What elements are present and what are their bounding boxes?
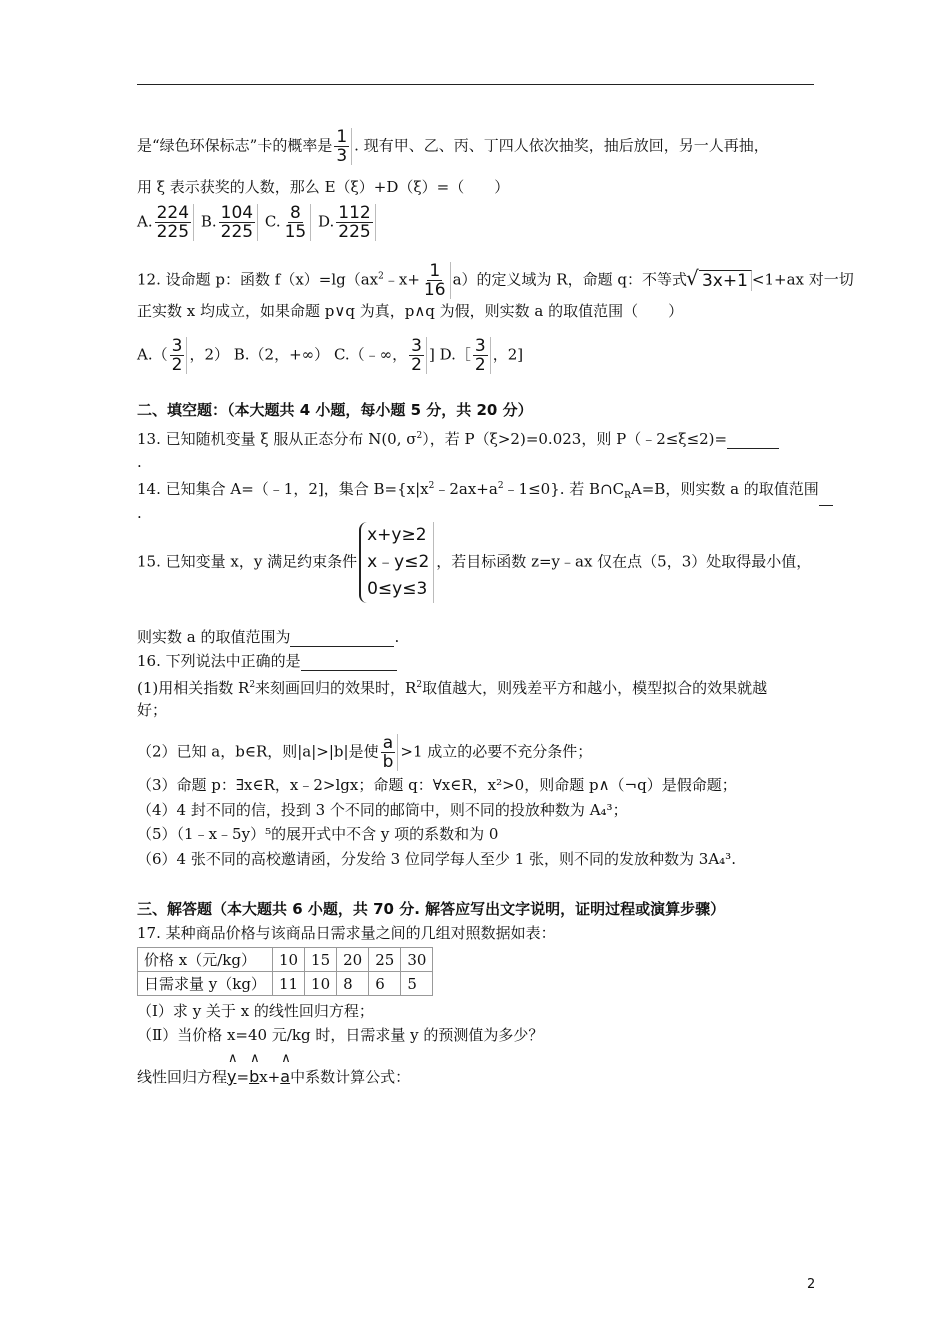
q12-text-d: <1+ax 对一切 xyxy=(751,270,854,289)
q12-opt-d-pre: D.［ xyxy=(439,345,471,364)
q11-line2: 用 ξ 表示获奖的人数，那么 E（ξ）+D（ξ）=（ ） xyxy=(137,178,510,196)
q11-options xyxy=(137,204,378,241)
q12-line2: 正实数 x 均成立，如果命题 p∨q 为真，p∧q 为假，则实数 a 的取值范围（ ） xyxy=(137,302,684,320)
q17-title: 17. 某种商品价格与该商品日需求量之间的几组对照数据如表： xyxy=(137,924,556,942)
frac-den: b xyxy=(382,752,394,772)
frac-den: 3 xyxy=(336,146,348,166)
opt-b-fraction xyxy=(219,204,258,241)
q11-text-a: 是“绿色环保标志”卡的概率是 xyxy=(137,136,333,155)
header-rule xyxy=(137,84,814,85)
a-hat: ∧ a xyxy=(280,1067,290,1087)
sup-2: 2 xyxy=(378,271,384,282)
frac-den: 225 xyxy=(156,222,190,242)
constraint-1: x+y≥2 xyxy=(367,525,427,545)
table-row xyxy=(138,948,433,972)
q15-answer-blank[interactable] xyxy=(290,646,394,647)
q14-text-c: ﹣1≤0}. 若 B∩C xyxy=(503,480,625,498)
q16-item-1-cont: 好； xyxy=(137,701,168,719)
sup-2: 2 xyxy=(249,680,256,690)
q15-text-line2: 则实数 a 的取值范围为 xyxy=(137,628,291,646)
frac-num: 104 xyxy=(220,203,254,223)
q16-i2-fraction xyxy=(381,734,399,771)
q13-end: . xyxy=(137,453,142,471)
q15-text-post: ，若目标函数 z=y﹣ax 仅在点（5，3）处取得最小值， xyxy=(436,552,812,571)
q11-prob-fraction xyxy=(334,128,352,165)
q16-item-1 xyxy=(137,675,767,698)
b-hat: ∧ b xyxy=(249,1067,259,1087)
page-number: 2 xyxy=(807,1277,816,1292)
frac-num: a xyxy=(382,733,394,753)
frac-den: 225 xyxy=(338,222,371,242)
q14-end: . xyxy=(137,504,142,522)
table-cell: 10 xyxy=(272,948,304,972)
q13-text-a: 13. 已知随机变量 ξ 服从正态分布 N(0, σ xyxy=(137,430,417,448)
q12-sqrt: √ 3x+1 xyxy=(699,270,752,291)
q12-text-c: a）的定义域为 R，命题 q：不等式 xyxy=(452,270,687,289)
q16-answer-blank[interactable] xyxy=(301,670,397,671)
q12-options xyxy=(137,337,523,374)
formula-pre: 线性回归方程 xyxy=(137,1068,228,1086)
table-cell: 6 xyxy=(369,972,401,996)
q14-text-d: A=B，则实数 a 的取值范围 xyxy=(630,480,819,498)
q17-data-table xyxy=(137,947,433,996)
section-3-heading: 三、解答题（本大题共 6 小题，共 70 分. 解答应写出文字说明，证明过程或演算步骤） xyxy=(137,900,726,918)
q12-opt-a-post: ，2） xyxy=(189,345,229,364)
table-cell: 15 xyxy=(305,948,337,972)
sup-2: 2 xyxy=(416,680,423,690)
q16-i1-text-a: (1)用相关指数 R xyxy=(137,679,250,697)
table-cell: 8 xyxy=(337,972,369,996)
frac-num: 1 xyxy=(336,127,348,147)
frac-num: 1 xyxy=(429,261,441,281)
q12-opt-a-pre: A.（ xyxy=(137,345,168,364)
frac-den: 2 xyxy=(171,355,183,375)
q15-text-end: . xyxy=(394,628,400,646)
q11-line1 xyxy=(137,128,769,165)
q12-opt-b: B.（2，+∞） xyxy=(233,345,330,364)
q12-opt-c-pre: C.（﹣∞， xyxy=(333,345,408,364)
table-row xyxy=(138,972,433,996)
table-cell: 价格 x（元/kg） xyxy=(138,948,273,972)
sup-2: 2 xyxy=(428,481,435,491)
q16-item-3: （3）命题 p：∃x∈R，x﹣2>lgx；命题 q：∀x∈R，x²>0，则命题 p∧（¬q）是假命题； xyxy=(137,776,737,794)
q12-opt-d-post: ，2] xyxy=(492,345,524,364)
q12-opt-c-fraction xyxy=(409,337,427,374)
sup-2: 2 xyxy=(497,481,504,491)
constraint-2: x﹣y≤2 xyxy=(367,552,430,572)
q14-text-b: ﹣2ax+a xyxy=(434,480,498,498)
table-cell: 5 xyxy=(401,972,433,996)
q15-constraint-system xyxy=(359,522,434,603)
q14-text-a: 14. 已知集合 A=（﹣1，2]，集合 B={x|x xyxy=(137,480,429,498)
q14 xyxy=(137,476,833,506)
table-cell: 30 xyxy=(401,948,433,972)
frac-den: 225 xyxy=(220,222,254,242)
table-cell: 20 xyxy=(337,948,369,972)
q16-item-6: （6）4 张不同的高校邀请函，分发给 3 位同学每人至少 1 张，则不同的发放种数为 3A₄³. xyxy=(137,850,736,868)
q12-text-a: 12. 设命题 p：函数 f（x）=lg（ax xyxy=(137,270,379,289)
q13-answer-blank[interactable] xyxy=(727,448,779,449)
frac-num: 112 xyxy=(338,203,371,223)
q12-text-b: ﹣x+ xyxy=(383,270,420,289)
section-2-heading: 二、填空题：（本大题共 4 小题，每小题 5 分，共 20 分） xyxy=(137,401,533,419)
q16-i2-text-b: >1 成立的必要不充分条件； xyxy=(400,742,593,761)
frac-num: 8 xyxy=(290,203,301,223)
q12-opt-d-fraction xyxy=(473,337,491,374)
opt-d-label: D. xyxy=(318,212,335,231)
opt-b-label: B. xyxy=(200,212,217,231)
q12-opt-a-fraction xyxy=(170,337,188,374)
q16-item-2 xyxy=(137,734,592,771)
q12-opt-c-post: ] xyxy=(429,345,435,364)
q15-line2 xyxy=(137,627,399,647)
y-hat: ∧ y xyxy=(227,1067,236,1087)
sub-r: R xyxy=(624,491,631,501)
q17-formula-line xyxy=(137,1067,410,1087)
q16-i1-text-b: 来刻画回归的效果时，R xyxy=(255,679,417,697)
constraint-3: 0≤y≤3 xyxy=(367,579,428,599)
frac-num: 3 xyxy=(171,336,183,356)
q17-part-1: （Ⅰ）求 y 关于 x 的线性回归方程； xyxy=(137,1002,374,1020)
table-cell: 25 xyxy=(369,948,401,972)
opt-a-label: A. xyxy=(137,212,153,231)
formula-post: 中系数计算公式： xyxy=(290,1068,411,1086)
frac-num: 3 xyxy=(411,336,422,356)
frac-den: 2 xyxy=(411,355,422,375)
q16-i2-text-a: （2）已知 a，b∈R，则|a|>|b|是使 xyxy=(137,742,379,761)
frac-num: 3 xyxy=(474,336,486,356)
q13-text-b: ），若 P（ξ>2)=0.023，则 P（﹣2≤ξ≤2)= xyxy=(422,430,728,448)
table-cell: 日需求量 y（kg） xyxy=(138,972,273,996)
q12-fraction xyxy=(422,262,451,299)
opt-c-fraction xyxy=(283,204,312,241)
opt-a-fraction xyxy=(155,204,194,241)
frac-den: 2 xyxy=(474,355,486,375)
frac-num: 224 xyxy=(156,203,190,223)
q15-text-pre: 15. 已知变量 x，y 满足约束条件 xyxy=(137,552,358,571)
formula-eq: = xyxy=(236,1068,250,1086)
q11-text-b: . 现有甲、乙、丙、丁四人依次抽奖，抽后放回，另一人再抽， xyxy=(354,136,769,155)
q16-title: 16. 下列说法中正确的是 xyxy=(137,652,301,670)
q16-i1-text-c: 取值越大，则残差平方和越小，模型拟合的效果就越 xyxy=(422,679,768,697)
frac-den: 16 xyxy=(423,280,446,300)
table-cell: 10 xyxy=(305,972,337,996)
q16-item-5: （5）（1﹣x﹣5y）⁵的展开式中不含 y 项的系数和为 0 xyxy=(137,825,499,843)
q16-title-line xyxy=(137,651,397,671)
formula-x: x+ xyxy=(259,1068,281,1086)
frac-den: 15 xyxy=(284,222,307,242)
q13 xyxy=(137,426,779,449)
opt-c-label: C. xyxy=(264,212,281,231)
q16-item-4: （4）4 封不同的信，投到 3 个不同的邮筒中，则不同的投放种数为 A₄³； xyxy=(137,801,628,819)
q15-line1 xyxy=(137,522,811,603)
q17-part-2: （Ⅱ）当价格 x=40 元/kg 时，日需求量 y 的预测值为多少？ xyxy=(137,1026,544,1044)
opt-d-fraction xyxy=(336,204,375,241)
q14-answer-blank[interactable] xyxy=(819,505,833,506)
q12-line1 xyxy=(137,262,854,299)
table-cell: 11 xyxy=(272,972,304,996)
sup-2: 2 xyxy=(416,431,423,441)
